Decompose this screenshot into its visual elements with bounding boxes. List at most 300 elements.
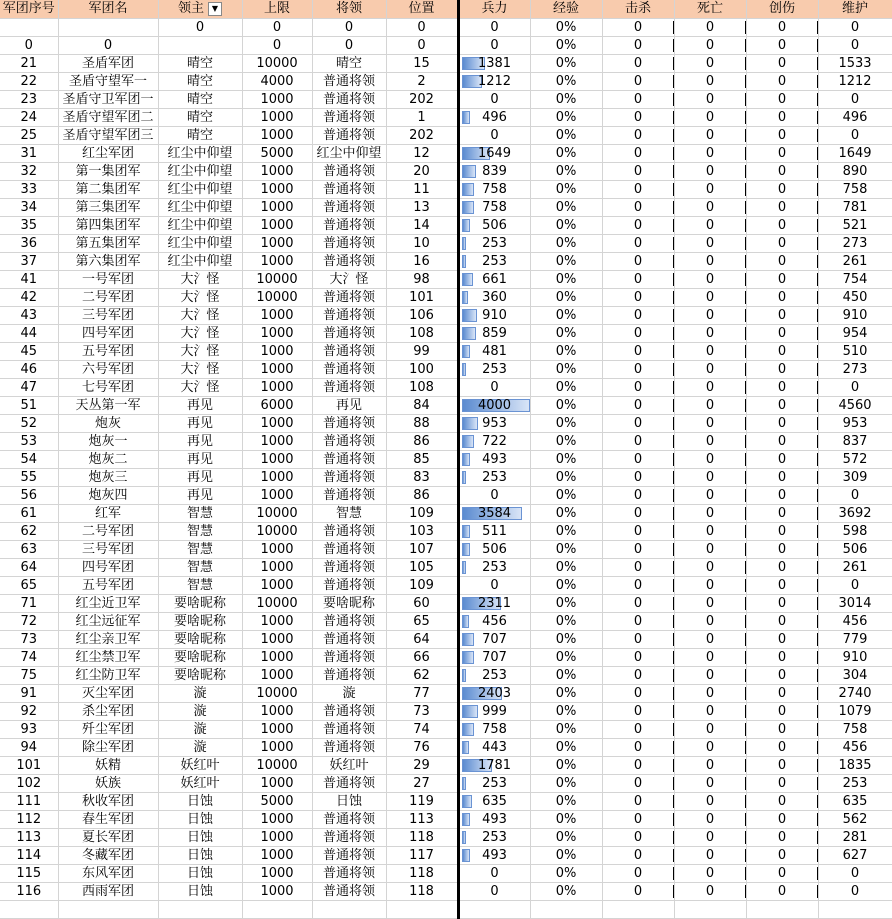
cell-col-troops[interactable] (458, 73, 530, 91)
cell-col-id[interactable] (0, 271, 58, 289)
cell-col-general[interactable] (312, 415, 386, 433)
cell-col-name[interactable] (58, 829, 158, 847)
cell-col-position[interactable] (386, 127, 458, 145)
cell-col-kills[interactable] (602, 757, 674, 775)
cell-col-wounds[interactable] (746, 343, 818, 361)
cell-col-deaths[interactable] (674, 451, 746, 469)
cell-col-troops[interactable] (458, 109, 530, 127)
cell-col-limit[interactable] (242, 559, 312, 577)
cell-col-exp[interactable] (530, 307, 602, 325)
cell-col-position[interactable] (386, 793, 458, 811)
cell-col-wounds[interactable] (746, 793, 818, 811)
cell-col-general[interactable] (312, 631, 386, 649)
cell-col-wounds[interactable] (746, 181, 818, 199)
cell-col-wounds[interactable] (746, 109, 818, 127)
header-col-name[interactable] (58, 0, 158, 19)
cell-col-deaths[interactable] (674, 901, 746, 919)
cell-col-wounds[interactable] (746, 163, 818, 181)
cell-col-upkeep[interactable] (818, 811, 892, 829)
cell-col-troops[interactable] (458, 739, 530, 757)
cell-col-general[interactable] (312, 865, 386, 883)
cell-col-name[interactable] (58, 415, 158, 433)
cell-col-exp[interactable] (530, 163, 602, 181)
cell-col-deaths[interactable] (674, 577, 746, 595)
cell-col-position[interactable] (386, 181, 458, 199)
cell-col-exp[interactable] (530, 811, 602, 829)
cell-col-position[interactable] (386, 343, 458, 361)
cell-col-name[interactable] (58, 505, 158, 523)
cell-col-lord[interactable] (158, 865, 242, 883)
cell-col-name[interactable] (58, 685, 158, 703)
cell-col-position[interactable] (386, 91, 458, 109)
cell-col-exp[interactable] (530, 109, 602, 127)
header-col-exp[interactable] (530, 0, 602, 19)
cell-col-deaths[interactable] (674, 397, 746, 415)
cell-col-exp[interactable] (530, 577, 602, 595)
cell-col-wounds[interactable] (746, 145, 818, 163)
cell-col-kills[interactable] (602, 145, 674, 163)
cell-col-name[interactable] (58, 667, 158, 685)
cell-col-deaths[interactable] (674, 829, 746, 847)
cell-col-position[interactable] (386, 271, 458, 289)
cell-col-lord[interactable] (158, 433, 242, 451)
cell-col-id[interactable] (0, 253, 58, 271)
cell-col-name[interactable] (58, 55, 158, 73)
cell-col-troops[interactable] (458, 757, 530, 775)
cell-col-upkeep[interactable] (818, 235, 892, 253)
cell-col-lord[interactable] (158, 199, 242, 217)
cell-col-upkeep[interactable] (818, 325, 892, 343)
cell-col-name[interactable] (58, 559, 158, 577)
cell-col-troops[interactable] (458, 631, 530, 649)
cell-col-name[interactable] (58, 289, 158, 307)
cell-col-name[interactable] (58, 595, 158, 613)
cell-col-id[interactable] (0, 775, 58, 793)
cell-col-wounds[interactable] (746, 739, 818, 757)
cell-col-upkeep[interactable] (818, 289, 892, 307)
cell-col-troops[interactable] (458, 487, 530, 505)
cell-col-general[interactable] (312, 289, 386, 307)
cell-col-name[interactable] (58, 253, 158, 271)
cell-col-kills[interactable] (602, 379, 674, 397)
cell-col-id[interactable] (0, 793, 58, 811)
cell-col-exp[interactable] (530, 793, 602, 811)
cell-col-kills[interactable] (602, 667, 674, 685)
cell-col-lord[interactable] (158, 739, 242, 757)
cell-col-general[interactable] (312, 829, 386, 847)
cell-col-troops[interactable] (458, 703, 530, 721)
cell-col-wounds[interactable] (746, 235, 818, 253)
cell-col-name[interactable] (58, 757, 158, 775)
cell-col-id[interactable] (0, 379, 58, 397)
cell-col-upkeep[interactable] (818, 739, 892, 757)
cell-col-deaths[interactable] (674, 541, 746, 559)
cell-col-upkeep[interactable] (818, 415, 892, 433)
cell-col-kills[interactable] (602, 73, 674, 91)
cell-col-exp[interactable] (530, 523, 602, 541)
cell-col-lord[interactable] (158, 523, 242, 541)
cell-col-name[interactable] (58, 397, 158, 415)
cell-col-limit[interactable] (242, 415, 312, 433)
cell-col-position[interactable] (386, 379, 458, 397)
cell-col-deaths[interactable] (674, 793, 746, 811)
cell-col-position[interactable] (386, 469, 458, 487)
cell-col-lord[interactable] (158, 127, 242, 145)
cell-col-limit[interactable] (242, 127, 312, 145)
cell-col-deaths[interactable] (674, 253, 746, 271)
cell-col-wounds[interactable] (746, 253, 818, 271)
cell-col-troops[interactable] (458, 361, 530, 379)
cell-col-kills[interactable] (602, 307, 674, 325)
cell-col-general[interactable] (312, 343, 386, 361)
cell-col-upkeep[interactable] (818, 379, 892, 397)
cell-col-lord[interactable] (158, 721, 242, 739)
cell-col-id[interactable] (0, 811, 58, 829)
cell-col-deaths[interactable] (674, 289, 746, 307)
cell-col-general[interactable] (312, 451, 386, 469)
cell-col-id[interactable] (0, 289, 58, 307)
cell-col-troops[interactable] (458, 775, 530, 793)
cell-col-kills[interactable] (602, 883, 674, 901)
cell-col-lord[interactable] (158, 559, 242, 577)
cell-col-limit[interactable] (242, 739, 312, 757)
cell-col-exp[interactable] (530, 829, 602, 847)
cell-col-limit[interactable] (242, 631, 312, 649)
cell-col-lord[interactable] (158, 703, 242, 721)
cell-col-wounds[interactable] (746, 217, 818, 235)
cell-col-id[interactable] (0, 739, 58, 757)
cell-col-name[interactable] (58, 343, 158, 361)
cell-col-limit[interactable] (242, 541, 312, 559)
cell-col-id[interactable] (0, 667, 58, 685)
cell-col-limit[interactable] (242, 649, 312, 667)
cell-col-position[interactable] (386, 361, 458, 379)
cell-col-general[interactable] (312, 847, 386, 865)
cell-col-wounds[interactable] (746, 577, 818, 595)
cell-col-troops[interactable] (458, 667, 530, 685)
cell-col-limit[interactable] (242, 811, 312, 829)
cell-col-deaths[interactable] (674, 595, 746, 613)
cell-col-id[interactable] (0, 109, 58, 127)
cell-col-upkeep[interactable] (818, 865, 892, 883)
cell-col-kills[interactable] (602, 91, 674, 109)
cell-col-limit[interactable] (242, 181, 312, 199)
cell-col-exp[interactable] (530, 271, 602, 289)
cell-col-position[interactable] (386, 451, 458, 469)
cell-col-kills[interactable] (602, 901, 674, 919)
cell-col-position[interactable] (386, 19, 458, 37)
cell-col-upkeep[interactable] (818, 685, 892, 703)
cell-col-troops[interactable] (458, 433, 530, 451)
cell-col-lord[interactable] (158, 505, 242, 523)
cell-col-exp[interactable] (530, 325, 602, 343)
cell-col-position[interactable] (386, 253, 458, 271)
cell-col-kills[interactable] (602, 685, 674, 703)
cell-col-kills[interactable] (602, 217, 674, 235)
cell-col-wounds[interactable] (746, 595, 818, 613)
cell-col-id[interactable] (0, 865, 58, 883)
cell-col-upkeep[interactable] (818, 199, 892, 217)
cell-col-upkeep[interactable] (818, 163, 892, 181)
cell-col-deaths[interactable] (674, 217, 746, 235)
cell-col-lord[interactable] (158, 451, 242, 469)
cell-col-general[interactable] (312, 775, 386, 793)
cell-col-lord[interactable] (158, 649, 242, 667)
cell-col-kills[interactable] (602, 55, 674, 73)
cell-col-limit[interactable] (242, 19, 312, 37)
cell-col-id[interactable] (0, 721, 58, 739)
header-col-wounds[interactable] (746, 0, 818, 19)
cell-col-lord[interactable] (158, 883, 242, 901)
cell-col-upkeep[interactable] (818, 433, 892, 451)
cell-col-deaths[interactable] (674, 811, 746, 829)
cell-col-kills[interactable] (602, 703, 674, 721)
cell-col-lord[interactable] (158, 775, 242, 793)
cell-col-kills[interactable] (602, 595, 674, 613)
cell-col-wounds[interactable] (746, 757, 818, 775)
cell-col-name[interactable] (58, 271, 158, 289)
cell-col-wounds[interactable] (746, 631, 818, 649)
cell-col-name[interactable] (58, 37, 158, 55)
cell-col-upkeep[interactable] (818, 613, 892, 631)
cell-col-kills[interactable] (602, 775, 674, 793)
cell-col-deaths[interactable] (674, 235, 746, 253)
cell-col-upkeep[interactable] (818, 649, 892, 667)
cell-col-name[interactable] (58, 847, 158, 865)
cell-col-kills[interactable] (602, 505, 674, 523)
cell-col-troops[interactable] (458, 271, 530, 289)
cell-col-name[interactable] (58, 739, 158, 757)
cell-col-name[interactable] (58, 217, 158, 235)
cell-col-upkeep[interactable] (818, 721, 892, 739)
cell-col-limit[interactable] (242, 253, 312, 271)
cell-col-position[interactable] (386, 199, 458, 217)
cell-col-exp[interactable] (530, 397, 602, 415)
cell-col-id[interactable] (0, 37, 58, 55)
cell-col-position[interactable] (386, 163, 458, 181)
cell-col-limit[interactable] (242, 73, 312, 91)
cell-col-lord[interactable] (158, 793, 242, 811)
cell-col-kills[interactable] (602, 37, 674, 55)
cell-col-upkeep[interactable] (818, 253, 892, 271)
cell-col-exp[interactable] (530, 37, 602, 55)
cell-col-limit[interactable] (242, 91, 312, 109)
cell-col-limit[interactable] (242, 577, 312, 595)
cell-col-deaths[interactable] (674, 469, 746, 487)
cell-col-name[interactable] (58, 631, 158, 649)
cell-col-id[interactable] (0, 325, 58, 343)
cell-col-troops[interactable] (458, 343, 530, 361)
cell-col-kills[interactable] (602, 433, 674, 451)
cell-col-deaths[interactable] (674, 343, 746, 361)
cell-col-exp[interactable] (530, 883, 602, 901)
cell-col-position[interactable] (386, 415, 458, 433)
cell-col-name[interactable] (58, 811, 158, 829)
cell-col-general[interactable] (312, 235, 386, 253)
cell-col-lord[interactable] (158, 667, 242, 685)
cell-col-position[interactable] (386, 631, 458, 649)
cell-col-exp[interactable] (530, 415, 602, 433)
cell-col-kills[interactable] (602, 361, 674, 379)
cell-col-position[interactable] (386, 559, 458, 577)
cell-col-general[interactable] (312, 361, 386, 379)
cell-col-exp[interactable] (530, 595, 602, 613)
cell-col-name[interactable] (58, 325, 158, 343)
cell-col-exp[interactable] (530, 199, 602, 217)
cell-col-troops[interactable] (458, 613, 530, 631)
cell-col-troops[interactable] (458, 559, 530, 577)
cell-col-id[interactable] (0, 199, 58, 217)
cell-col-wounds[interactable] (746, 379, 818, 397)
cell-col-exp[interactable] (530, 613, 602, 631)
cell-col-kills[interactable] (602, 469, 674, 487)
cell-col-limit[interactable] (242, 271, 312, 289)
cell-col-id[interactable] (0, 91, 58, 109)
cell-col-troops[interactable] (458, 649, 530, 667)
cell-col-deaths[interactable] (674, 163, 746, 181)
cell-col-general[interactable] (312, 883, 386, 901)
cell-col-deaths[interactable] (674, 739, 746, 757)
cell-col-kills[interactable] (602, 487, 674, 505)
header-col-id[interactable] (0, 0, 58, 19)
cell-col-general[interactable] (312, 397, 386, 415)
cell-col-wounds[interactable] (746, 667, 818, 685)
cell-col-kills[interactable] (602, 613, 674, 631)
cell-col-general[interactable] (312, 523, 386, 541)
cell-col-id[interactable] (0, 127, 58, 145)
cell-col-position[interactable] (386, 703, 458, 721)
cell-col-deaths[interactable] (674, 631, 746, 649)
cell-col-upkeep[interactable] (818, 343, 892, 361)
cell-col-wounds[interactable] (746, 469, 818, 487)
cell-col-id[interactable] (0, 613, 58, 631)
cell-col-exp[interactable] (530, 145, 602, 163)
cell-col-position[interactable] (386, 847, 458, 865)
cell-col-id[interactable] (0, 559, 58, 577)
cell-col-exp[interactable] (530, 73, 602, 91)
cell-col-wounds[interactable] (746, 685, 818, 703)
cell-col-exp[interactable] (530, 469, 602, 487)
cell-col-exp[interactable] (530, 487, 602, 505)
cell-col-position[interactable] (386, 145, 458, 163)
cell-col-general[interactable] (312, 307, 386, 325)
cell-col-limit[interactable] (242, 775, 312, 793)
cell-col-troops[interactable] (458, 505, 530, 523)
cell-col-lord[interactable] (158, 73, 242, 91)
cell-col-wounds[interactable] (746, 433, 818, 451)
cell-col-id[interactable] (0, 307, 58, 325)
cell-col-position[interactable] (386, 721, 458, 739)
cell-col-id[interactable] (0, 595, 58, 613)
cell-col-id[interactable] (0, 73, 58, 91)
cell-col-limit[interactable] (242, 451, 312, 469)
cell-col-general[interactable] (312, 217, 386, 235)
cell-col-exp[interactable] (530, 19, 602, 37)
cell-col-troops[interactable] (458, 577, 530, 595)
cell-col-limit[interactable] (242, 433, 312, 451)
cell-col-upkeep[interactable] (818, 271, 892, 289)
cell-col-position[interactable] (386, 289, 458, 307)
cell-col-id[interactable] (0, 829, 58, 847)
cell-col-position[interactable] (386, 649, 458, 667)
cell-col-troops[interactable] (458, 847, 530, 865)
cell-col-position[interactable] (386, 487, 458, 505)
cell-col-position[interactable] (386, 325, 458, 343)
cell-col-troops[interactable] (458, 181, 530, 199)
cell-col-wounds[interactable] (746, 541, 818, 559)
cell-col-name[interactable] (58, 883, 158, 901)
cell-col-deaths[interactable] (674, 325, 746, 343)
cell-col-id[interactable] (0, 397, 58, 415)
cell-col-exp[interactable] (530, 901, 602, 919)
cell-col-kills[interactable] (602, 127, 674, 145)
cell-col-upkeep[interactable] (818, 397, 892, 415)
cell-col-id[interactable] (0, 883, 58, 901)
cell-col-troops[interactable] (458, 595, 530, 613)
cell-col-kills[interactable] (602, 847, 674, 865)
cell-col-general[interactable] (312, 595, 386, 613)
cell-col-wounds[interactable] (746, 199, 818, 217)
cell-col-limit[interactable] (242, 487, 312, 505)
cell-col-lord[interactable] (158, 163, 242, 181)
cell-col-position[interactable] (386, 757, 458, 775)
cell-col-upkeep[interactable] (818, 631, 892, 649)
cell-col-general[interactable] (312, 127, 386, 145)
cell-col-exp[interactable] (530, 217, 602, 235)
cell-col-upkeep[interactable] (818, 667, 892, 685)
cell-col-wounds[interactable] (746, 289, 818, 307)
cell-col-name[interactable] (58, 199, 158, 217)
cell-col-wounds[interactable] (746, 901, 818, 919)
cell-col-lord[interactable] (158, 631, 242, 649)
cell-col-general[interactable] (312, 667, 386, 685)
cell-col-wounds[interactable] (746, 37, 818, 55)
cell-col-name[interactable] (58, 865, 158, 883)
cell-col-name[interactable] (58, 523, 158, 541)
cell-col-wounds[interactable] (746, 487, 818, 505)
cell-col-deaths[interactable] (674, 415, 746, 433)
cell-col-limit[interactable] (242, 505, 312, 523)
header-col-kills[interactable] (602, 0, 674, 19)
cell-col-general[interactable] (312, 487, 386, 505)
cell-col-general[interactable] (312, 559, 386, 577)
cell-col-position[interactable] (386, 433, 458, 451)
cell-col-id[interactable] (0, 55, 58, 73)
cell-col-kills[interactable] (602, 865, 674, 883)
cell-col-name[interactable] (58, 613, 158, 631)
header-col-position[interactable] (386, 0, 458, 19)
cell-col-deaths[interactable] (674, 271, 746, 289)
cell-col-limit[interactable] (242, 865, 312, 883)
header-col-troops[interactable] (458, 0, 530, 19)
cell-col-kills[interactable] (602, 271, 674, 289)
cell-col-name[interactable] (58, 487, 158, 505)
cell-col-upkeep[interactable] (818, 37, 892, 55)
cell-col-limit[interactable] (242, 757, 312, 775)
cell-col-wounds[interactable] (746, 451, 818, 469)
cell-col-upkeep[interactable] (818, 577, 892, 595)
cell-col-general[interactable] (312, 145, 386, 163)
cell-col-wounds[interactable] (746, 55, 818, 73)
cell-col-kills[interactable] (602, 451, 674, 469)
cell-col-kills[interactable] (602, 523, 674, 541)
cell-col-deaths[interactable] (674, 505, 746, 523)
cell-col-deaths[interactable] (674, 847, 746, 865)
cell-col-id[interactable] (0, 181, 58, 199)
cell-col-general[interactable] (312, 253, 386, 271)
cell-col-upkeep[interactable] (818, 757, 892, 775)
cell-col-lord[interactable] (158, 217, 242, 235)
